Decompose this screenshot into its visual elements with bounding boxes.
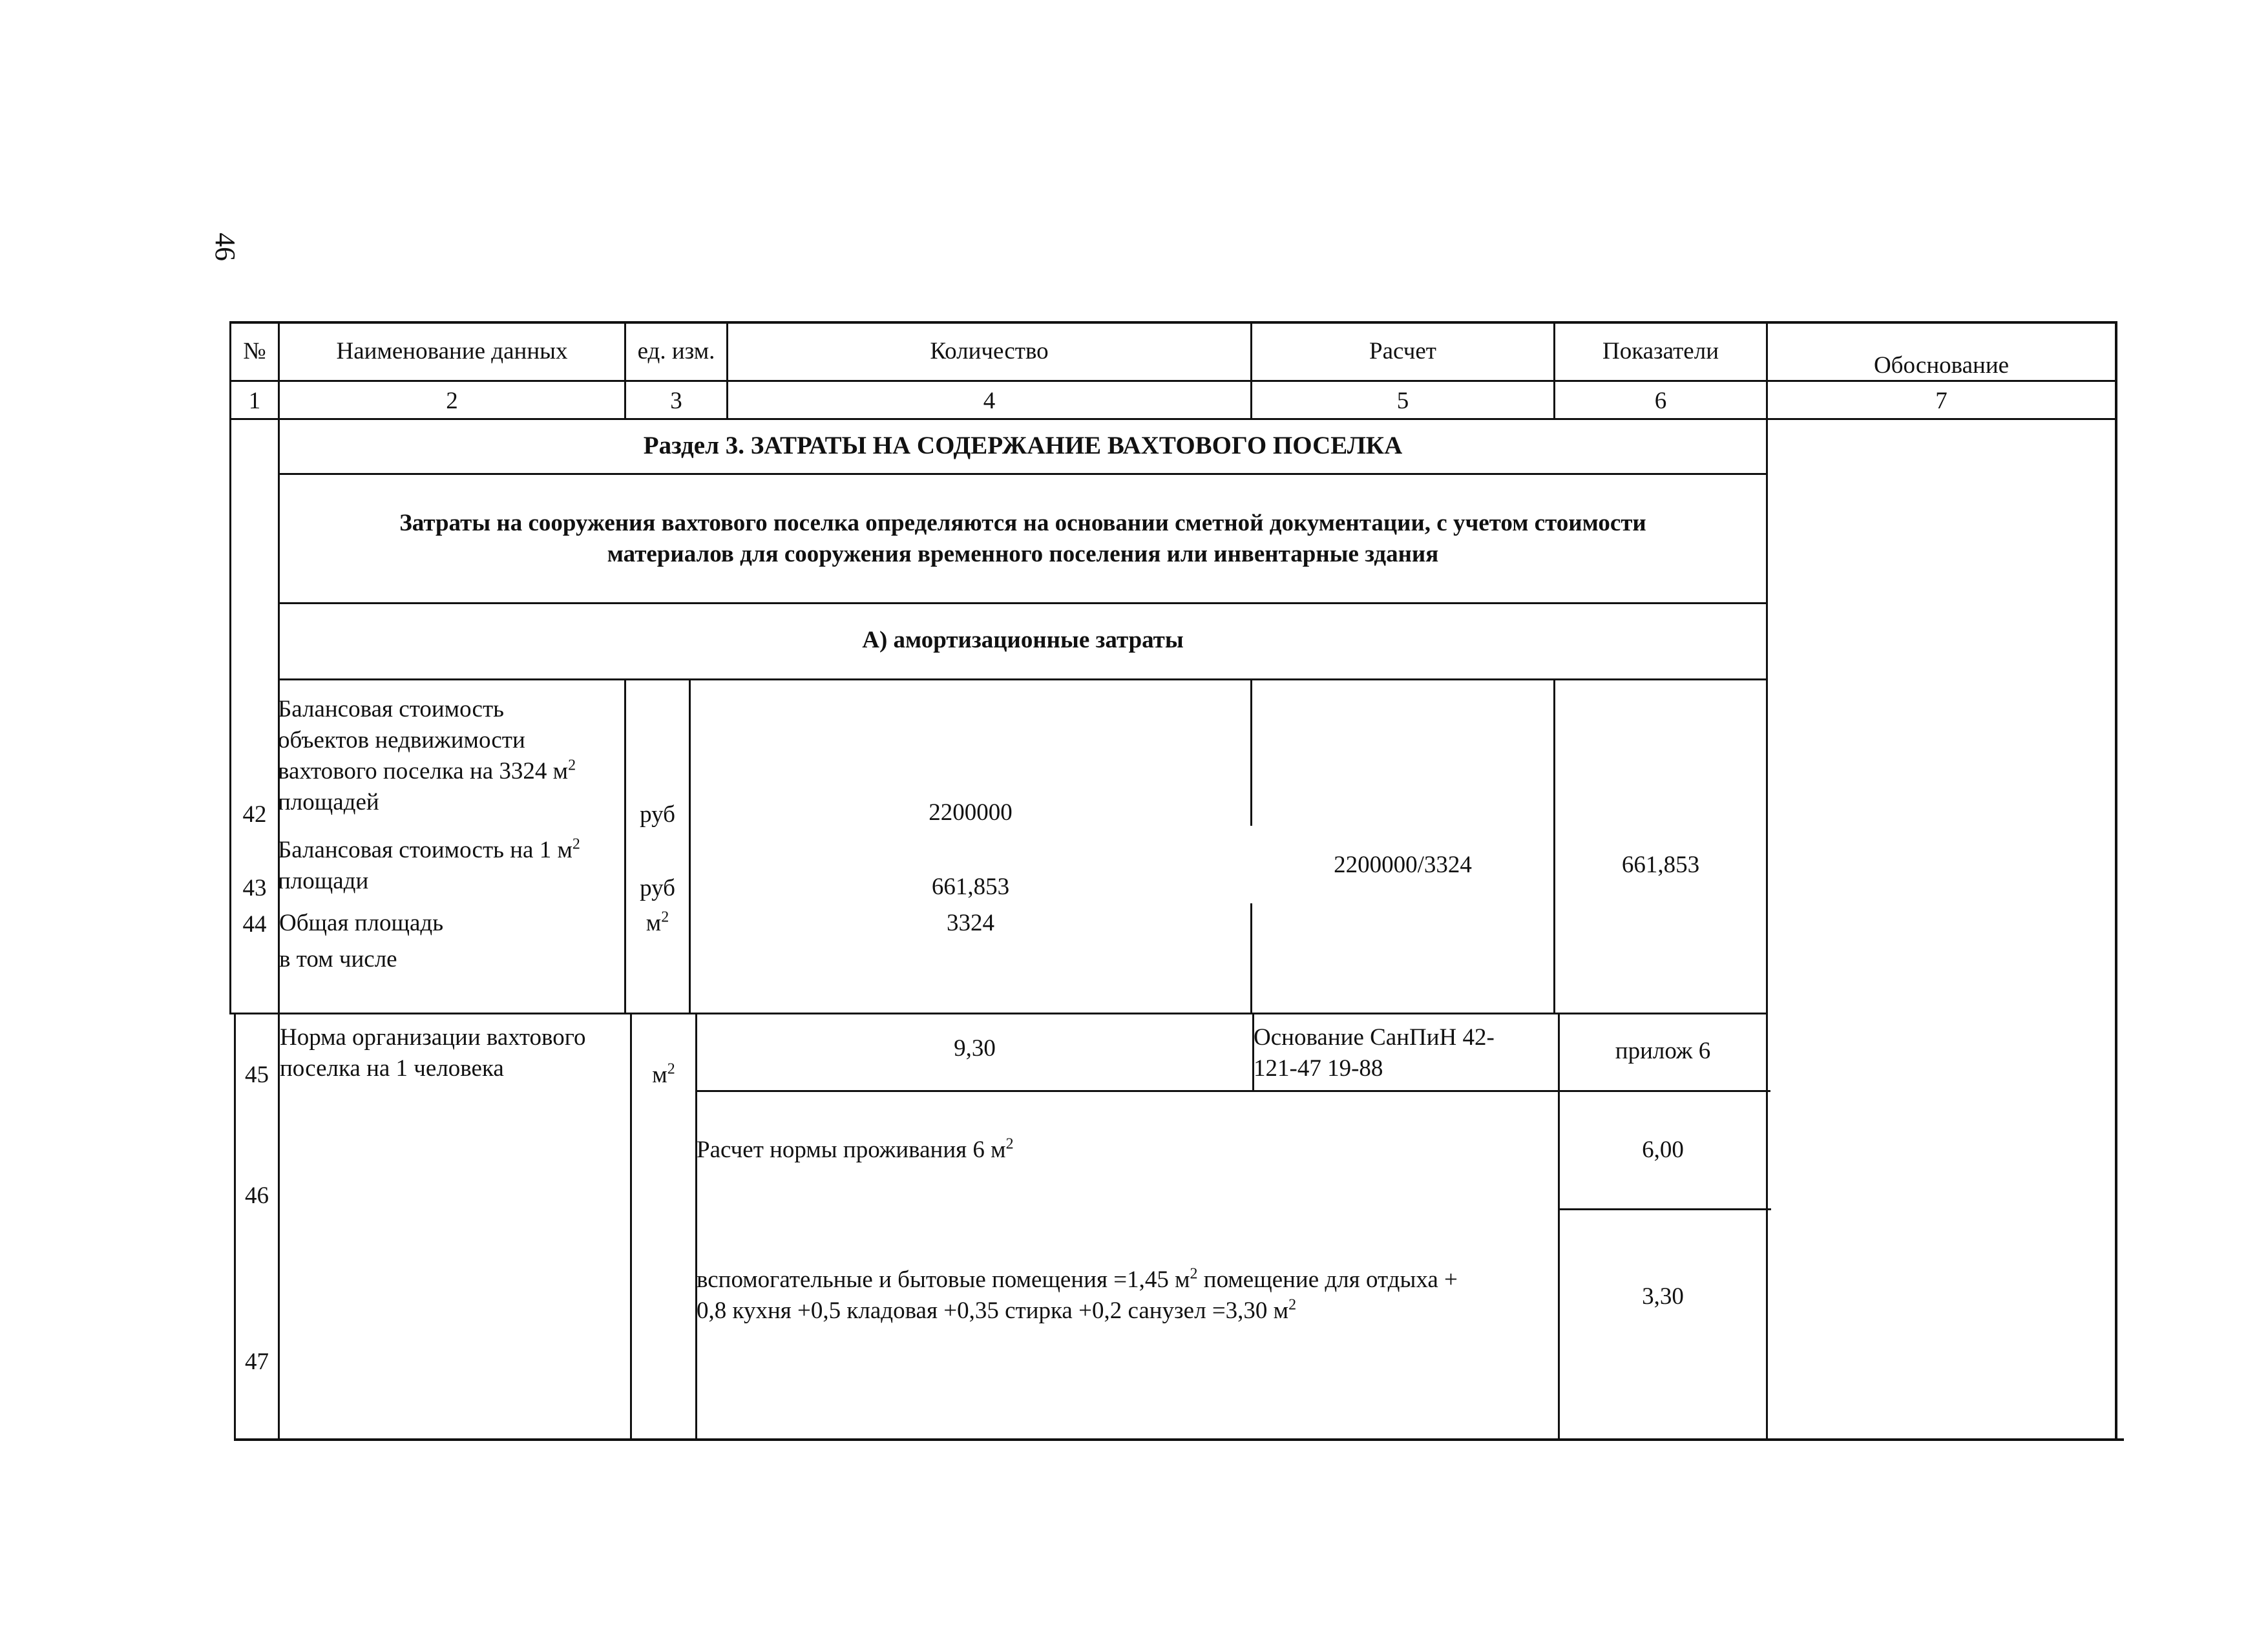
row-46-indicator: 6,00: [1642, 1137, 1684, 1163]
header-justification: Обоснование: [1873, 352, 2010, 379]
row-47-calc-line-2: 0,8 кухня +0,5 кладовая +0,35 стирка +0,2 санузел =3,30 $м^2$: [697, 1296, 1297, 1324]
row-44-name-line-1: Общая площадь: [279, 910, 444, 936]
row-44-name-line-2: в том числе: [279, 946, 397, 972]
row-43-name-line-1: Балансовая стоимость на 1 $м^2$: [278, 835, 580, 863]
col-num-7: 7: [1935, 388, 1948, 414]
row-45-quantity: 9,30: [954, 1035, 996, 1062]
section-note-line-2: материалов для сооружения временного поселения или инвентарные здания: [607, 541, 1439, 567]
row-46-calc: Расчет нормы проживания 6 $м^2$: [697, 1135, 1014, 1163]
row-44-quantity: 3324: [947, 910, 994, 936]
row-43-indicator: 661,853: [1621, 852, 1700, 878]
row-42-name-line-1: Балансовая стоимость: [278, 696, 504, 722]
row-43-no: 43: [242, 875, 267, 901]
row-42-unit: руб: [640, 801, 675, 828]
row-45-unit: $м^2$: [652, 1060, 675, 1088]
row-43-unit: руб: [640, 875, 675, 901]
row-47-indicator: 3,30: [1642, 1283, 1684, 1310]
header-quantity: Количество: [930, 338, 1049, 364]
row-45-name-line-2: поселка на 1 человека: [280, 1055, 504, 1082]
section-title: Раздел 3. ЗАТРАТЫ НА СОДЕРЖАНИЕ ВАХТОВОГО ПОСЕЛКА: [643, 432, 1403, 459]
col-num-5: 5: [1396, 388, 1409, 414]
row-46-no: 46: [245, 1182, 269, 1209]
col-num-6: 6: [1654, 388, 1667, 414]
row-42-name-line-4: площадей: [278, 789, 379, 815]
row-45-indicator: прилож 6: [1615, 1038, 1711, 1064]
header-no: №: [243, 338, 266, 364]
header-name: Наименование данных: [336, 338, 568, 364]
row-42-quantity: 2200000: [929, 799, 1013, 826]
page-number: 46: [209, 233, 241, 261]
row-45-calc-line-2: 121-47 19-88: [1254, 1055, 1383, 1082]
section-note-line-1: Затраты на сооружения вахтового поселка определяются на основании сметной документации, с учетом стоимости: [399, 510, 1646, 536]
row-43-calc: 2200000/3324: [1334, 852, 1472, 878]
row-47-no: 47: [245, 1349, 269, 1375]
col-num-1: 1: [248, 388, 261, 414]
row-44-unit: $м^2$: [646, 909, 669, 936]
row-45-name-line-1: Норма организации вахтового: [280, 1024, 586, 1051]
row-42-name-line-2: объектов недвижимости: [278, 727, 525, 753]
row-42-name-line-3: вахтового поселка на 3324 $м^2$: [278, 757, 576, 784]
row-47-calc-line-1: вспомогательные и бытовые помещения =1,45 $м^2$ помещение для отдыха +: [697, 1265, 1458, 1293]
col-num-4: 4: [983, 388, 996, 414]
subsection-title: А) амортизационные затраты: [862, 627, 1184, 653]
row-42-no: 42: [242, 801, 267, 828]
header-calc: Расчет: [1369, 338, 1436, 364]
row-45-no: 45: [245, 1062, 269, 1088]
col-num-3: 3: [670, 388, 682, 414]
header-indicators: Показатели: [1602, 338, 1719, 364]
row-43-quantity: 661,853: [931, 874, 1010, 900]
row-45-calc-line-1: Основание СанПиН 42-: [1254, 1024, 1495, 1051]
row-44-no: 44: [242, 911, 267, 938]
header-unit: ед. изм.: [637, 338, 715, 364]
row-43-name-line-2: площади: [278, 868, 369, 894]
col-num-2: 2: [446, 388, 458, 414]
